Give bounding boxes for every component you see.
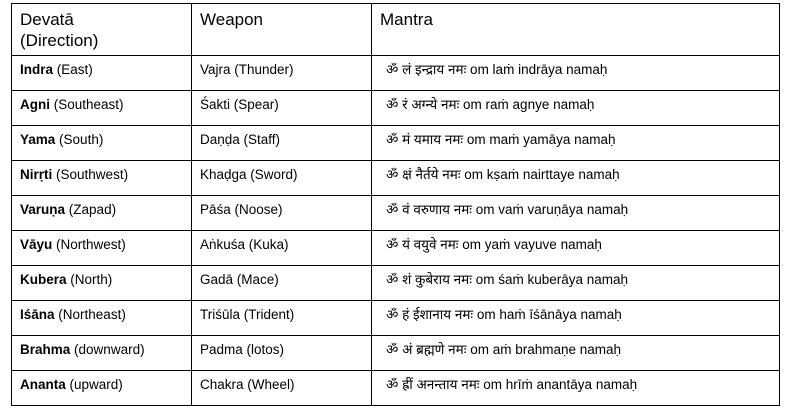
deity-name: Brahma: [20, 342, 71, 357]
deity-direction: (Northeast): [58, 307, 126, 322]
deity-direction: (East): [56, 62, 93, 77]
weapon-cell: Khaḍga (Sword): [192, 161, 372, 196]
devata-cell: [12, 196, 192, 231]
deity-name: Yama: [20, 132, 56, 147]
table-body: [12, 56, 780, 406]
weapon-cell: Padma (lotos): [192, 336, 372, 371]
table-row: [12, 301, 780, 336]
mantra-cell: ॐ रं अग्न्ये नमः om raṁ agnye namaḥ: [372, 91, 780, 126]
weapon-cell: Aṅkuśa (Kuka): [192, 231, 372, 266]
deity-direction: (upward): [69, 377, 123, 392]
table-row: [12, 336, 780, 371]
devata-cell: [12, 161, 192, 196]
deity-name: Nirṛti: [20, 167, 53, 182]
weapon-cell: Gadā (Mace): [192, 266, 372, 301]
deity-direction: (Northwest): [56, 237, 126, 252]
deity-direction: (Zapad): [68, 202, 117, 217]
table-row: [12, 91, 780, 126]
devata-cell: [12, 231, 192, 266]
table-row: [12, 56, 780, 91]
devata-cell: [12, 336, 192, 371]
deity-name: Indra: [20, 62, 54, 77]
weapon-cell: Chakra (Wheel): [192, 371, 372, 406]
devata-cell: [12, 91, 192, 126]
mantra-cell: ॐ क्षं नैर्तये नमः om kṣaṁ nairttaye namaḥ: [372, 161, 780, 196]
deity-mantra-table: [11, 3, 780, 406]
table-row: [12, 161, 780, 196]
deity-name: Varuṇa: [20, 202, 66, 217]
mantra-cell: ॐ मं यमाय नमः om maṁ yamāya namaḥ: [372, 126, 780, 161]
header-mantra: Mantra: [372, 4, 780, 56]
devata-cell: [12, 126, 192, 161]
deity-name: Vāyu: [20, 237, 53, 252]
devata-cell: [12, 301, 192, 336]
table-row: [12, 196, 780, 231]
table-row: [12, 266, 780, 301]
deity-name: Kubera: [20, 272, 67, 287]
header-weapon: Weapon: [192, 4, 372, 56]
header-devata-label: Devatā: [20, 10, 74, 29]
deity-name: Iśāna: [20, 307, 55, 322]
weapon-cell: Vajra (Thunder): [192, 56, 372, 91]
deity-name: Agni: [20, 97, 50, 112]
deity-direction: (Southwest): [56, 167, 129, 182]
header-devata: [12, 4, 192, 56]
header-direction-label: (Direction): [20, 31, 99, 50]
weapon-cell: Śakti (Spear): [192, 91, 372, 126]
deity-direction: (Southeast): [53, 97, 124, 112]
deity-name: Ananta: [20, 377, 66, 392]
deity-direction: (downward): [74, 342, 145, 357]
mantra-cell: ॐ लं इन्द्राय नमः om laṁ indrāya namaḥ: [372, 56, 780, 91]
mantra-cell: ॐ वं वरुणाय नमः om vaṁ varuṇāya namaḥ: [372, 196, 780, 231]
deity-direction: (South): [59, 132, 104, 147]
weapon-cell: Daṇḍa (Staff): [192, 126, 372, 161]
mantra-cell: ॐ हं ईशानाय नमः om haṁ īśānāya namaḥ: [372, 301, 780, 336]
weapon-cell: Pāśa (Noose): [192, 196, 372, 231]
weapon-cell: Triśūla (Trident): [192, 301, 372, 336]
mantra-cell: ॐ यं वयुवे नमः om yaṁ vayuve namaḥ: [372, 231, 780, 266]
table-row: [12, 371, 780, 406]
table-header: [12, 4, 780, 56]
devata-cell: [12, 56, 192, 91]
mantra-cell: ॐ ह्रीं अनन्ताय नमः om hrīṁ anantāya namaḥ: [372, 371, 780, 406]
mantra-cell: ॐ अं ब्रह्मणे नमः om aṁ brahmaṇe namaḥ: [372, 336, 780, 371]
table-row: [12, 126, 780, 161]
mantra-cell: ॐ शं कुबेराय नमः om śaṁ kuberāya namaḥ: [372, 266, 780, 301]
header-row: [12, 4, 780, 56]
devata-cell: [12, 266, 192, 301]
table-row: [12, 231, 780, 266]
deity-direction: (North): [70, 272, 113, 287]
devata-cell: [12, 371, 192, 406]
